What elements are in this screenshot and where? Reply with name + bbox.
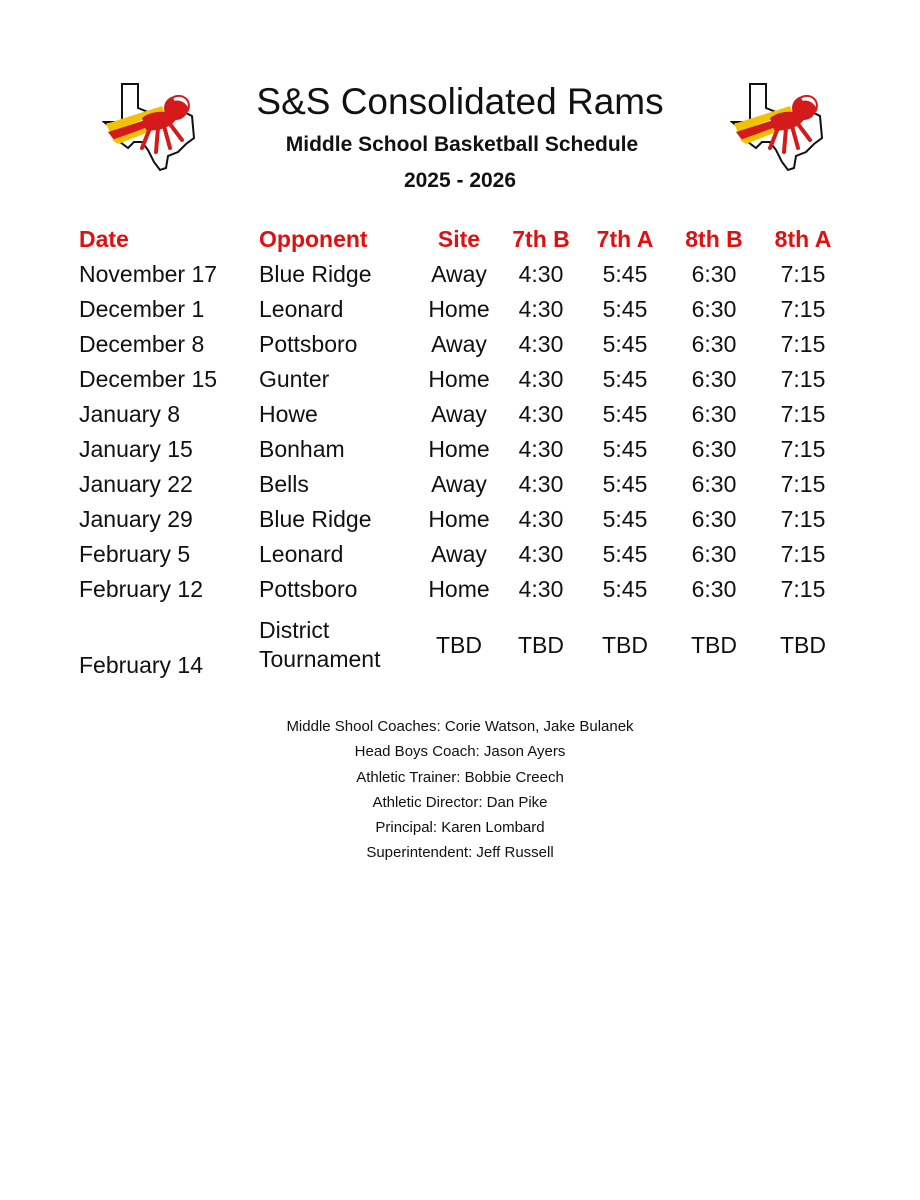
cell-7th-b: 4:30 [518, 296, 564, 322]
cell-opponent: Blue Ridge [259, 261, 372, 287]
cell-site: Away [431, 471, 487, 497]
cell-date: December 8 [79, 331, 205, 357]
cell-date: January 15 [79, 436, 193, 462]
staff-line: Athletic Director: Dan Pike [372, 793, 548, 811]
cell-7th-b: 4:30 [518, 366, 564, 392]
cell-8th-a: TBD [780, 631, 826, 658]
cell-8th-a: 7:15 [780, 261, 826, 287]
staff-line: Principal: Karen Lombard [375, 819, 545, 837]
table-row [74, 327, 845, 362]
cell-7th-a: 5:45 [602, 366, 648, 392]
cell-8th-b: 6:30 [691, 331, 737, 357]
cell-opponent: Leonard [259, 541, 344, 567]
table-row [74, 572, 845, 607]
cell-opponent: Bonham [259, 436, 345, 462]
cell-date: February 12 [79, 576, 204, 602]
cell-8th-b: 6:30 [691, 261, 737, 287]
cell-8th-b: 6:30 [691, 296, 737, 322]
cell-site: Home [428, 366, 490, 392]
cell-8th-a: 7:15 [780, 401, 826, 427]
cell-8th-b: 6:30 [691, 471, 737, 497]
cell-7th-a: 5:45 [602, 296, 648, 322]
staff-line: Athletic Trainer: Bobbie Creech [356, 768, 564, 786]
cell-7th-a: TBD [602, 631, 648, 658]
cell-8th-a: 7:15 [780, 506, 826, 532]
table-row [74, 292, 845, 327]
cell-7th-b: 4:30 [518, 471, 564, 497]
cell-8th-a: 7:15 [780, 331, 826, 357]
cell-8th-b: TBD [691, 631, 737, 658]
cell-opponent: Gunter [259, 366, 330, 392]
cell-7th-a: 5:45 [602, 436, 648, 462]
table-row [74, 397, 845, 432]
cell-8th-b: 6:30 [691, 436, 737, 462]
cell-opponent: Blue Ridge [259, 506, 372, 532]
cell-date: December 1 [79, 296, 205, 322]
cell-site: Home [428, 576, 490, 602]
season-label [0, 167, 920, 195]
cell-site: Home [428, 506, 490, 532]
cell-8th-b: 6:30 [691, 366, 737, 392]
table-row [74, 502, 845, 537]
cell-site: Away [431, 541, 487, 567]
season-text: 2025 - 2026 [403, 169, 517, 192]
table-row [74, 362, 845, 397]
cell-7th-b: 4:30 [518, 436, 564, 462]
cell-8th-b: 6:30 [691, 576, 737, 602]
cell-site: Away [431, 261, 487, 287]
cell-8th-a: 7:15 [780, 541, 826, 567]
column-header-7th-a: 7th A [596, 226, 654, 252]
cell-date: February 5 [79, 541, 191, 567]
cell-opponent: Bells [259, 471, 309, 497]
cell-7th-a: 5:45 [602, 506, 648, 532]
cell-7th-a: 5:45 [602, 541, 648, 567]
cell-opponent: Howe [259, 401, 318, 427]
cell-site: Home [428, 436, 490, 462]
column-header-date: Date [79, 226, 129, 252]
cell-7th-b: 4:30 [518, 331, 564, 357]
cell-7th-a: 5:45 [602, 471, 648, 497]
column-header-8th-b: 8th B [685, 226, 743, 252]
cell-date: February 14 [79, 652, 204, 678]
cell-site: Away [431, 401, 487, 427]
table-row [74, 432, 845, 467]
cell-8th-b: 6:30 [691, 401, 737, 427]
cell-8th-b: 6:30 [691, 506, 737, 532]
cell-site: Away [431, 331, 487, 357]
page-subtitle [0, 131, 920, 159]
cell-7th-a: 5:45 [602, 331, 648, 357]
table-row [74, 467, 845, 502]
cell-7th-b: 4:30 [518, 541, 564, 567]
cell-7th-b: 4:30 [518, 576, 564, 602]
cell-date: January 29 [79, 506, 193, 532]
column-header-opponent: Opponent [259, 226, 368, 252]
cell-date: January 8 [79, 401, 181, 427]
title-text: S&S Consolidated Rams [256, 81, 664, 122]
cell-site: Home [428, 296, 490, 322]
staff-line: Superintendent: Jeff Russell [366, 844, 554, 862]
cell-7th-a: 5:45 [602, 576, 648, 602]
cell-7th-b: 4:30 [518, 401, 564, 427]
cell-8th-a: 7:15 [780, 366, 826, 392]
cell-opponent: Pottsboro [259, 331, 358, 357]
cell-8th-a: 7:15 [780, 296, 826, 322]
cell-date: January 22 [79, 471, 193, 497]
cell-7th-b: 4:30 [518, 261, 564, 287]
table-header-row [74, 222, 845, 257]
column-header-8th-a: 8th A [774, 226, 832, 252]
column-header-7th-b: 7th B [512, 226, 570, 252]
cell-date: November 17 [79, 261, 218, 287]
table-row [74, 537, 845, 572]
subtitle-text: Middle School Basketball Schedule [285, 133, 639, 156]
cell-8th-a: 7:15 [780, 436, 826, 462]
cell-date: December 15 [79, 366, 218, 392]
cell-7th-b: TBD [518, 631, 564, 658]
cell-7th-a: 5:45 [602, 261, 648, 287]
staff-line: Head Boys Coach: Jason Ayers [354, 743, 566, 761]
cell-opponent: Leonard [259, 296, 344, 322]
cell-opponent: Pottsboro [259, 576, 358, 602]
cell-8th-a: 7:15 [780, 576, 826, 602]
table-row [74, 257, 845, 292]
cell-7th-a: 5:45 [602, 401, 648, 427]
staff-line: Middle Shool Coaches: Corie Watson, Jake Bulanek [286, 718, 634, 735]
table-row [74, 607, 845, 683]
cell-opponent: District Tournament [259, 617, 381, 672]
schedule-table [74, 222, 845, 683]
page-title [0, 80, 920, 124]
staff-list [0, 714, 920, 866]
cell-site: TBD [436, 631, 482, 658]
column-header-site: Site [437, 226, 481, 252]
cell-8th-a: 7:15 [780, 471, 826, 497]
cell-8th-b: 6:30 [691, 541, 737, 567]
cell-7th-b: 4:30 [518, 506, 564, 532]
